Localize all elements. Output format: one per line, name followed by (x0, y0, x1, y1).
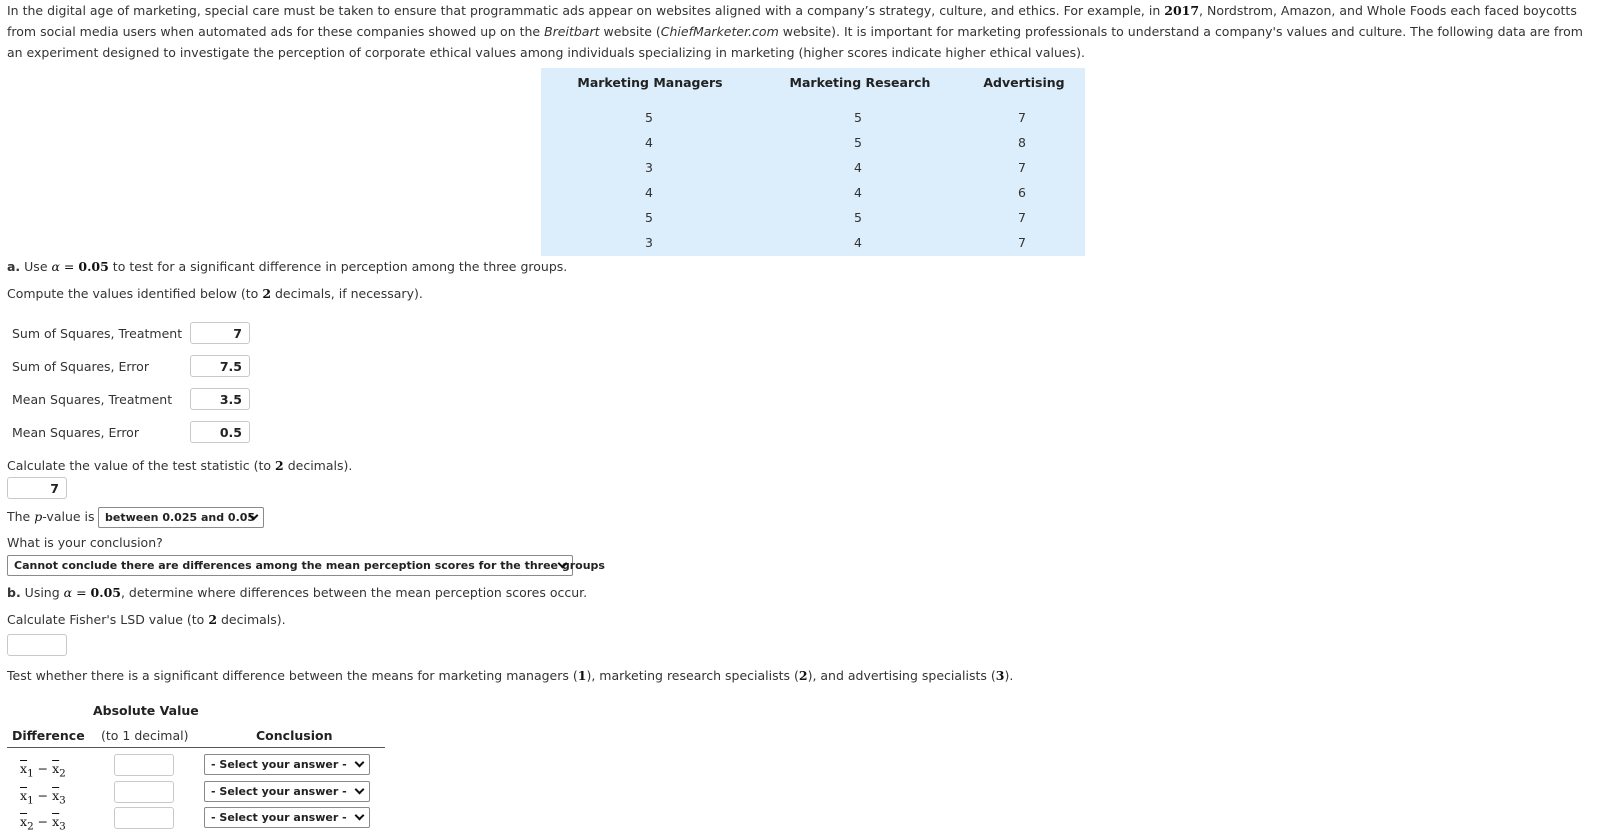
chiefmarketer-text: ChiefMarketer.com (660, 24, 779, 39)
test-statistic-instruction: Calculate the value of the test statistic (to 2 decimals). (7, 458, 353, 473)
abs-diff-input[interactable] (114, 781, 174, 803)
part-b-question: b. Using α = 0.05, determine where differences between the mean perception scores occur. (7, 585, 588, 600)
lsd-input[interactable] (7, 634, 67, 656)
abs-value-header: Absolute Value (93, 703, 199, 718)
pvalue-select[interactable]: between 0.025 and 0.05 (98, 507, 264, 528)
ms-error-input[interactable]: 0.5 (190, 421, 250, 443)
abs-diff-input[interactable] (114, 754, 174, 776)
conclusion-select[interactable]: Cannot conclude there are differences among the mean perception scores for the three groups (7, 555, 573, 576)
data-cell: 3 (645, 235, 653, 250)
part-a-question: a. Use α = 0.05 to test for a significant difference in perception among the three groups. (7, 259, 568, 274)
data-cell: 5 (854, 135, 862, 150)
table-divider (7, 747, 385, 748)
ss-treatment-input[interactable]: 7 (190, 322, 250, 344)
ss-error-label: Sum of Squares, Error (12, 359, 149, 374)
lsd-instruction: Calculate Fisher's LSD value (to 2 decimals). (7, 612, 286, 627)
data-cell: 7 (1018, 210, 1026, 225)
data-cell: 5 (645, 110, 653, 125)
test-statistic-input[interactable]: 7 (7, 477, 67, 499)
data-cell: 4 (645, 185, 653, 200)
conclusion-select-row[interactable]: - Select your answer - (204, 807, 370, 828)
difference-label: $\overline{x}_1 - \overline{x}_2$ (20, 761, 66, 780)
conclusion-select-row[interactable]: - Select your answer - (204, 781, 370, 802)
difference-label: $\overline{x}_2 - \overline{x}_3$ (20, 814, 66, 833)
conclusion-question: What is your conclusion? (7, 535, 163, 550)
ss-treatment-label: Sum of Squares, Treatment (12, 326, 183, 341)
data-cell: 6 (1018, 185, 1026, 200)
col-header-research: Marketing Research (789, 75, 931, 90)
data-cell: 7 (1018, 160, 1026, 175)
data-cell: 5 (854, 110, 862, 125)
pvalue-label: The p-value is (7, 509, 95, 524)
data-cell: 7 (1018, 110, 1026, 125)
data-cell: 3 (645, 160, 653, 175)
ss-error-input[interactable]: 7.5 (190, 355, 250, 377)
data-cell: 8 (1018, 135, 1026, 150)
difference-label: $\overline{x}_1 - \overline{x}_3$ (20, 788, 66, 807)
data-cell: 4 (854, 235, 862, 250)
ms-treatment-input[interactable]: 3.5 (190, 388, 250, 410)
data-cell: 4 (854, 160, 862, 175)
chevron-down-icon (355, 785, 365, 795)
col-header-advertising: Advertising (983, 75, 1065, 90)
data-cell: 5 (645, 210, 653, 225)
conclusion-select-row[interactable]: - Select your answer - (204, 754, 370, 775)
chevron-down-icon (355, 758, 365, 768)
test-difference-instruction: Test whether there is a significant difference between the means for marketing managers (1), marketing research specialists (2), and advertising specialists (3). (7, 668, 1014, 683)
conclusion-header: Conclusion (256, 728, 333, 743)
decimal-header: (to 1 decimal) (101, 728, 189, 743)
ms-treatment-label: Mean Squares, Treatment (12, 392, 173, 407)
data-cell: 4 (854, 185, 862, 200)
ms-error-label: Mean Squares, Error (12, 425, 139, 440)
intro-paragraph: In the digital age of marketing, special care must be taken to ensure that programmatic ads appear on websites aligned with a company’s strategy, culture, and ethics. For example, in 2017, Nordstrom, Amazon, and Whole Foods each faced boycotts from social media users when automated ads for these companies showed up on the Breitbart website (ChiefMarketer.com website). It is important for marketing professionals to understand a company's values and culture. The following data are from an experiment designed to investigate the perception of corporate ethical values among individuals specializing in marketing (higher scores indicate higher ethical values). (7, 3, 1583, 60)
compute-instruction: Compute the values identified below (to 2 decimals, if necessary). (7, 286, 423, 301)
data-cell: 4 (645, 135, 653, 150)
breitbart-text: Breitbart (544, 24, 600, 39)
col-header-managers: Marketing Managers (577, 75, 723, 90)
data-cell: 7 (1018, 235, 1026, 250)
data-cell: 5 (854, 210, 862, 225)
chevron-down-icon (355, 811, 365, 821)
difference-header: Difference (12, 728, 85, 743)
